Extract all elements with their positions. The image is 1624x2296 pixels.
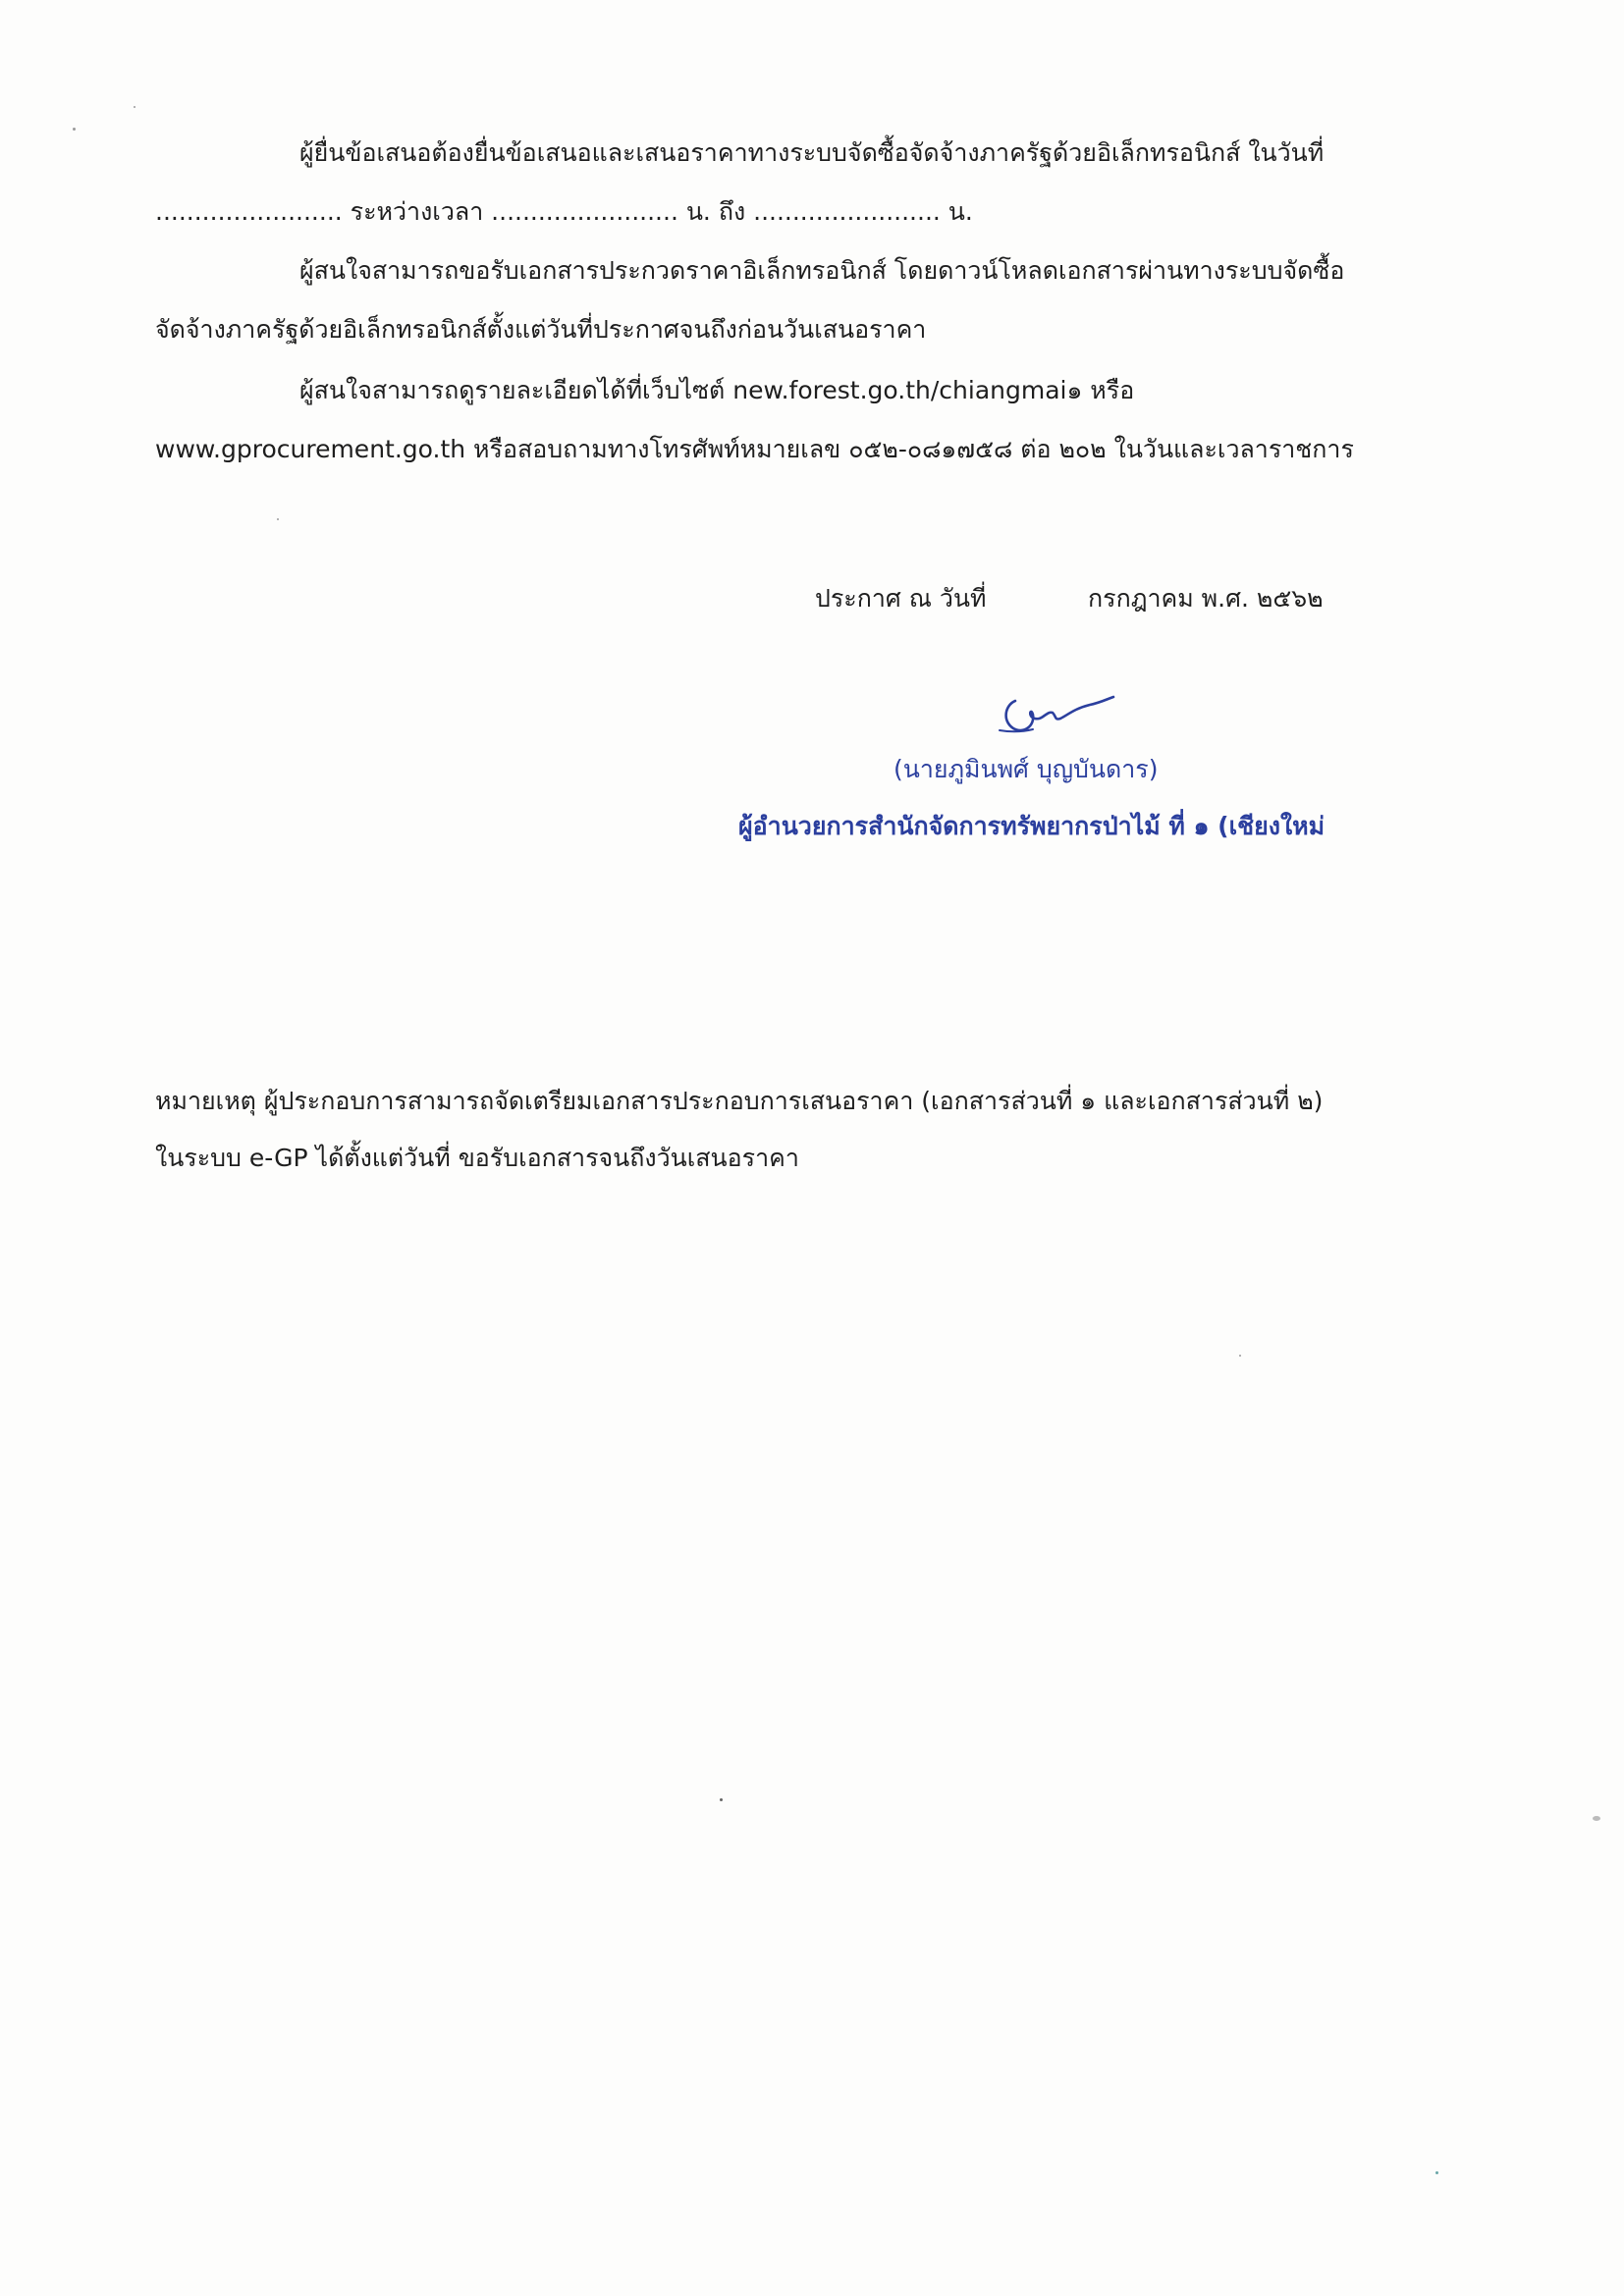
scan-speck xyxy=(1239,1355,1241,1357)
signer-name: (นายภูมินพศ์ บุญบันดาร) xyxy=(893,755,1159,783)
para3-line1: ผู้สนใจสามารถดูรายละเอียดได้ที่เว็บไซต์ new.forest.go.th/chiangmai๑ หรือ xyxy=(299,376,1135,404)
scan-speck xyxy=(1435,2171,1438,2174)
signer-title: ผู้อำนวยการสำนักจัดการทรัพยากรป่าไม้ ที่ ๑ (เชียงใหม่ xyxy=(738,812,1326,840)
para1-line2: ........................ ระหว่างเวลา ........................ น. ถึง ........................ น. xyxy=(155,197,973,226)
announce-date: กรกฎาคม พ.ศ. ๒๕๖๒ xyxy=(1088,584,1324,613)
note-line2: ในระบบ e-GP ได้ตั้งแต่วันที่ ขอรับเอกสารจนถึงวันเสนอราคา xyxy=(155,1144,799,1172)
scan-speck xyxy=(720,1798,723,1801)
scan-speck xyxy=(134,106,135,108)
para2-line1: ผู้สนใจสามารถขอรับเอกสารประกวดราคาอิเล็กทรอนิกส์ โดยดาวน์โหลดเอกสารผ่านทางระบบจัดซื้อ xyxy=(299,256,1345,285)
scan-speck xyxy=(277,518,279,520)
announce-label: ประกาศ ณ วันที่ xyxy=(815,584,987,613)
para2-line2: จัดจ้างภาครัฐด้วยอิเล็กทรอนิกส์ตั้งแต่วันที่ประกาศจนถึงก่อนวันเสนอราคา xyxy=(155,315,927,344)
para3-line2: www.gprocurement.go.th หรือสอบถามทางโทรศัพท์หมายเลข ๐๕๒-๐๘๑๗๕๘ ต่อ ๒๐๒ ในวันและเวลาราชการ xyxy=(155,435,1354,463)
scan-speck xyxy=(73,128,76,131)
signature-mark xyxy=(992,687,1119,746)
para1-line1: ผู้ยื่นข้อเสนอต้องยื่นข้อเสนอและเสนอราคาทางระบบจัดซื้อจัดจ้างภาครัฐด้วยอิเล็กทรอนิกส์ ในวันที่ xyxy=(299,138,1325,167)
note-line1: หมายเหตุ ผู้ประกอบการสามารถจัดเตรียมเอกสารประกอบการเสนอราคา (เอกสารส่วนที่ ๑ และเอกสารส่วนที่ ๒) xyxy=(155,1087,1324,1115)
scan-speck xyxy=(1593,1816,1600,1821)
